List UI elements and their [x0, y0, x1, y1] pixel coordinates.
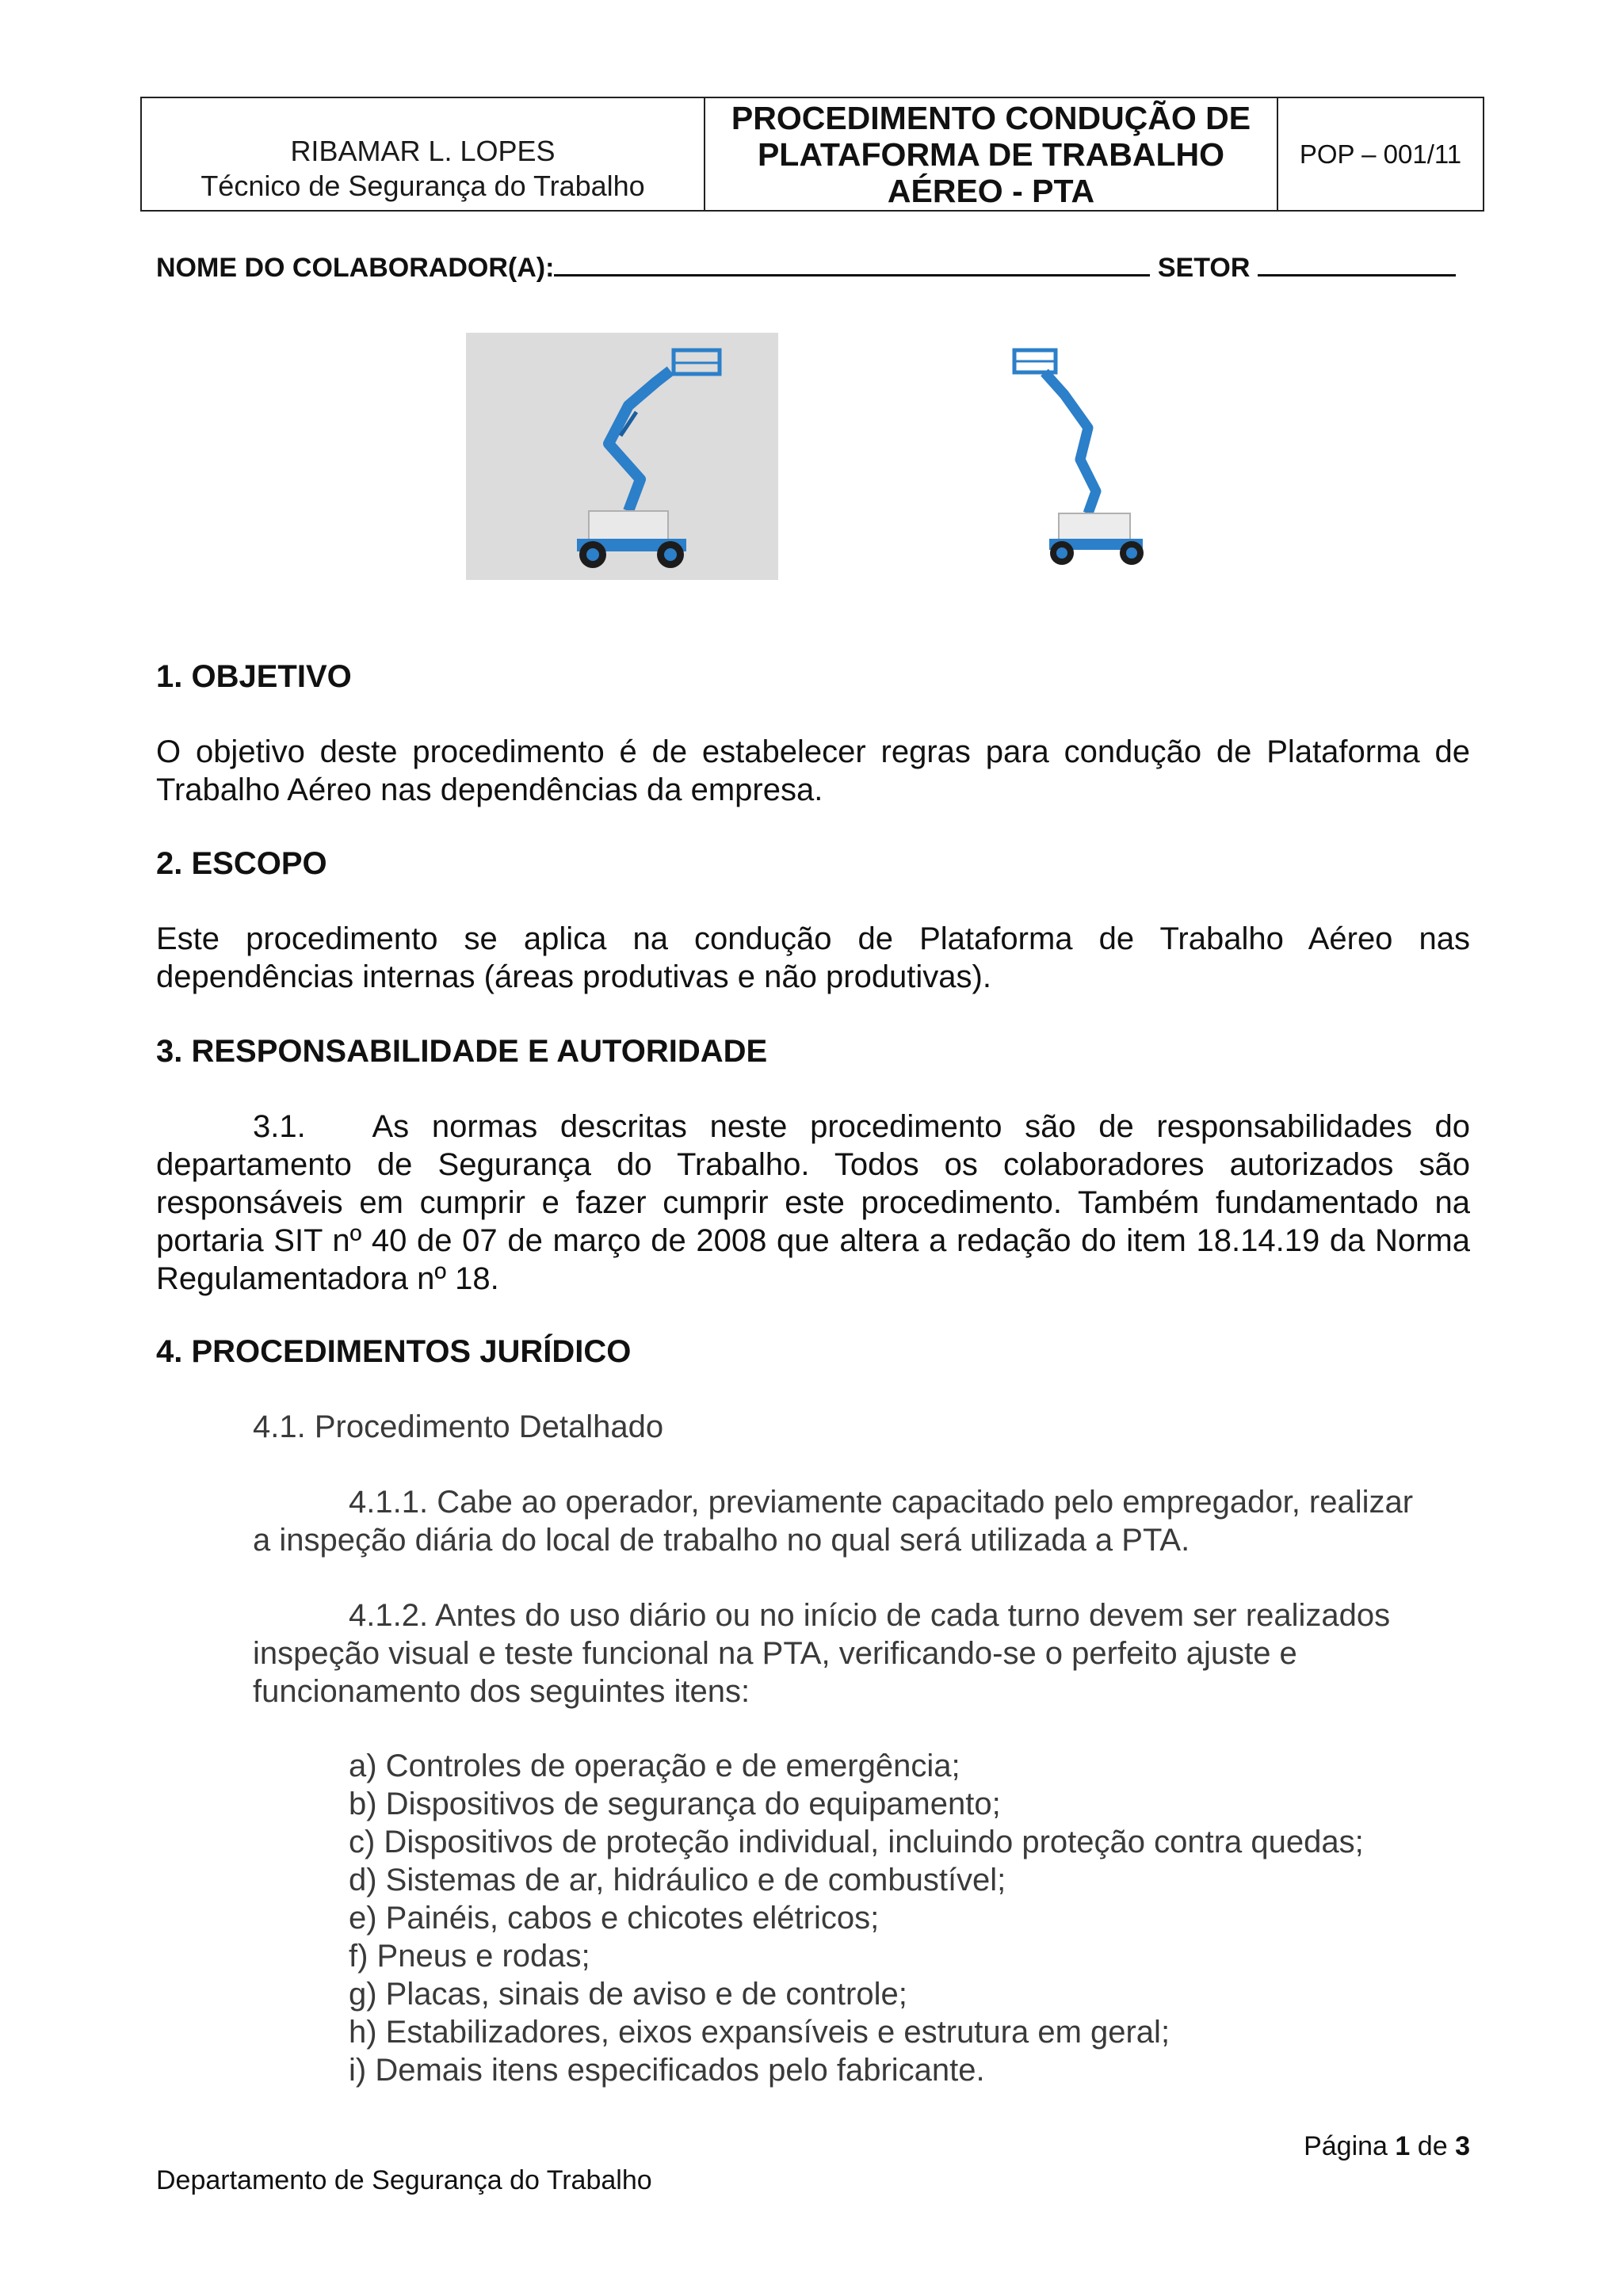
collaborator-form-line	[156, 250, 1456, 284]
author-name: RIBAMAR L. LOPES	[290, 134, 556, 167]
aerial-platform-photo-2	[957, 333, 1211, 580]
document-code: POP – 001/11	[1299, 139, 1462, 169]
sector-label: SETOR	[1157, 253, 1251, 283]
list-item: e) Painéis, cabos e chicotes elétricos;	[349, 1901, 880, 1936]
page-total: 3	[1455, 2131, 1470, 2161]
section-1-text: O objetivo deste procedimento é de estabelecer regras para condução de Plataforma de Trabalho Aéreo nas dependências da empresa.	[156, 734, 1470, 807]
section-1-title: 1. OBJETIVO	[156, 659, 352, 694]
section-4-title: 4. PROCEDIMENTOS JURÍDICO	[156, 1334, 632, 1369]
list-item: d) Sistemas de ar, hidráulico e de combustível;	[349, 1863, 1006, 1897]
list-item: a) Controles de operação e de emergência;	[349, 1749, 960, 1783]
collaborator-name-blank[interactable]	[554, 250, 1150, 277]
document-title-line-1: PROCEDIMENTO CONDUÇÃO DE	[731, 99, 1251, 136]
document-title-line-2: PLATAFORMA DE TRABALHO	[757, 135, 1225, 173]
document-header	[140, 97, 1484, 212]
header-title-cell	[705, 98, 1278, 210]
inspection-checklist	[349, 1747, 1364, 2089]
section-4-1-1-line-2: a inspeção diária do local de trabalho no qual será utilizada a PTA.	[253, 1523, 1190, 1558]
section-4-1-2-line-1: 4.1.2. Antes do uso diário ou no início de cada turno devem ser realizados	[349, 1598, 1391, 1633]
page-number	[1304, 2131, 1470, 2162]
section-4-1-1-line-1: 4.1.1. Cabe ao operador, previamente capacitado pelo empregador, realizar	[349, 1485, 1414, 1520]
author-role: Técnico de Segurança do Trabalho	[200, 169, 645, 202]
section-4-1-title: 4.1. Procedimento Detalhado	[253, 1409, 664, 1444]
sector-blank[interactable]	[1258, 250, 1456, 277]
list-item: i) Demais itens especificados pelo fabricante.	[349, 2053, 985, 2088]
section-2-title: 2. ESCOPO	[156, 846, 327, 881]
collaborator-label: NOME DO COLABORADOR(A):	[156, 253, 555, 283]
page-current: 1	[1395, 2131, 1411, 2161]
list-item: b) Dispositivos de segurança do equipamento;	[349, 1787, 1001, 1821]
document-title-line-3: AÉREO - PTA	[887, 172, 1095, 209]
page-label: Página	[1304, 2131, 1388, 2161]
section-3-text: 3.1. As normas descritas neste procedimento são de responsabilidades do departamento de Segurança do Trabalho. Todos os colaboradores autorizados são responsáveis em cumprir e fazer cumprir este procedimento. Também fundamentado na portaria SIT nº 40 de 07 de março de 2008 que altera a redação do item 18.14.19 da Norma Regulamentadora nº 18.	[156, 1109, 1480, 1296]
header-code-cell	[1278, 98, 1483, 210]
footer-department: Departamento de Segurança do Trabalho	[156, 2165, 652, 2195]
page-of: de	[1417, 2131, 1448, 2161]
section-4-1-2-line-2: inspeção visual e teste funcional na PTA, verificando-se o perfeito ajuste e	[253, 1636, 1297, 1671]
header-author-cell	[142, 98, 705, 210]
section-3-title: 3. RESPONSABILIDADE E AUTORIDADE	[156, 1034, 768, 1069]
list-item: h) Estabilizadores, eixos expansíveis e estrutura em geral;	[349, 2015, 1170, 2050]
list-item: g) Placas, sinais de aviso e de controle;	[349, 1977, 907, 2012]
list-item: f) Pneus e rodas;	[349, 1939, 590, 1974]
section-4-1-2-line-3: funcionamento dos seguintes itens:	[253, 1674, 750, 1709]
section-2-text: Este procedimento se aplica na condução de Plataforma de Trabalho Aéreo nas dependências internas (áreas produtivas e não produtivas).	[156, 921, 1470, 994]
list-item: c) Dispositivos de proteção individual, incluindo proteção contra quedas;	[349, 1825, 1364, 1859]
aerial-platform-photo-1	[466, 333, 778, 580]
